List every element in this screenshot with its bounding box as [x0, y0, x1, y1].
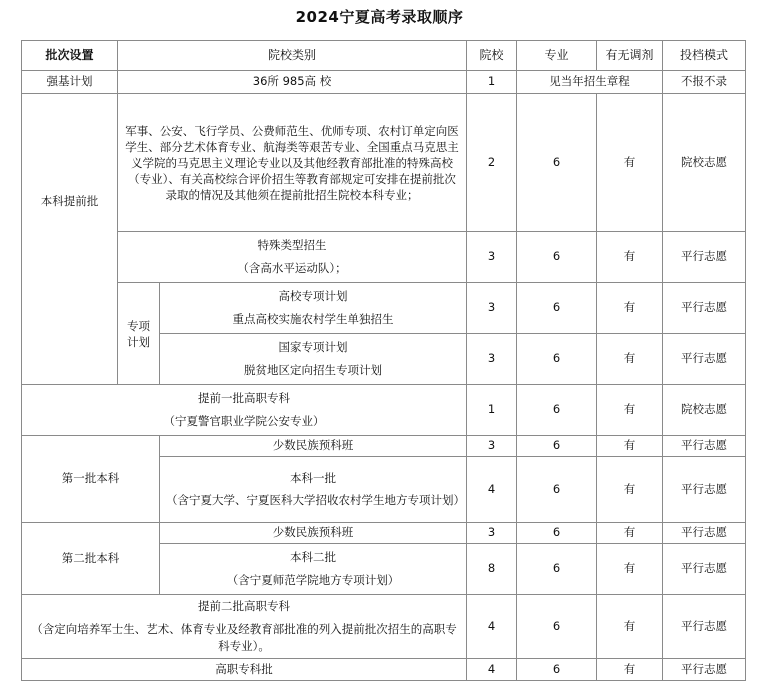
- schools-cell: 3: [467, 334, 517, 385]
- category-cell: [160, 457, 467, 523]
- schools-cell: 3: [467, 436, 517, 457]
- category-line2: 脱贫地区定向招生专项计划: [244, 363, 382, 377]
- category-cell: [118, 232, 467, 283]
- adjust-cell: 有: [597, 544, 663, 595]
- mode-cell: 平行志愿: [663, 232, 746, 283]
- majors-cell: 6: [517, 457, 597, 523]
- table-row: [22, 94, 746, 232]
- table-row: [22, 523, 746, 544]
- adjust-cell: 有: [597, 595, 663, 659]
- batch-cell: 本科提前批: [22, 94, 118, 385]
- category-line1: 提前一批高职专科: [198, 391, 290, 405]
- mode-cell: 院校志愿: [663, 94, 746, 232]
- adjust-cell: 有: [597, 457, 663, 523]
- adjust-cell: 有: [597, 385, 663, 436]
- table-row: [22, 385, 746, 436]
- majors-cell: 6: [517, 659, 597, 681]
- category-cell: [160, 283, 467, 334]
- schools-cell: 3: [467, 283, 517, 334]
- majors-cell: 6: [517, 595, 597, 659]
- header-adjust: 有无调剂: [597, 41, 663, 71]
- adjust-cell: 有: [597, 659, 663, 681]
- table-row: [22, 595, 746, 659]
- adjust-cell: 有: [597, 334, 663, 385]
- special-plan-label: 专项计划: [118, 283, 160, 385]
- table-header-row: [22, 41, 746, 71]
- majors-cell: 6: [517, 523, 597, 544]
- schools-cell: 3: [467, 232, 517, 283]
- admission-order-table: [21, 40, 746, 681]
- category-line2: （含宁夏师范学院地方专项计划）: [226, 573, 400, 587]
- mode-cell: 平行志愿: [663, 523, 746, 544]
- mode-cell: 平行志愿: [663, 544, 746, 595]
- category-cell: 36所 985高 校: [118, 71, 467, 94]
- category-cell: 少数民族预科班: [160, 523, 467, 544]
- adjust-cell: 有: [597, 436, 663, 457]
- category-line1: 国家专项计划: [278, 340, 348, 354]
- majors-adjust-cell: 见当年招生章程: [517, 71, 663, 94]
- category-cell: [22, 595, 467, 659]
- schools-cell: 4: [467, 659, 517, 681]
- schools-cell: 4: [467, 595, 517, 659]
- header-mode: 投档模式: [663, 41, 746, 71]
- adjust-cell: 有: [597, 94, 663, 232]
- header-batch: 批次设置: [22, 41, 118, 71]
- category-line1: 高校专项计划: [278, 289, 348, 303]
- schools-cell: 1: [467, 71, 517, 94]
- majors-cell: 6: [517, 232, 597, 283]
- majors-cell: 6: [517, 283, 597, 334]
- category-line1: 提前二批高职专科: [198, 599, 290, 613]
- category-line1: 特殊类型招生: [257, 238, 327, 252]
- mode-cell: 平行志愿: [663, 659, 746, 681]
- category-line2: （宁夏警官职业学院公安专业）: [163, 414, 325, 428]
- header-category: 院校类别: [118, 41, 467, 71]
- batch-cell: 第二批本科: [22, 523, 160, 595]
- mode-cell: 平行志愿: [663, 283, 746, 334]
- mode-cell: 平行志愿: [663, 457, 746, 523]
- mode-cell: 平行志愿: [663, 595, 746, 659]
- schools-cell: 2: [467, 94, 517, 232]
- category-line2: 重点高校实施农村学生单独招生: [232, 312, 394, 326]
- mode-cell: 不报不录: [663, 71, 746, 94]
- adjust-cell: 有: [597, 232, 663, 283]
- header-schools: 院校: [467, 41, 517, 71]
- majors-cell: 6: [517, 436, 597, 457]
- category-line1: 本科一批: [290, 471, 336, 485]
- category-cell: [160, 544, 467, 595]
- adjust-cell: 有: [597, 523, 663, 544]
- table-row: [22, 283, 746, 334]
- schools-cell: 1: [467, 385, 517, 436]
- majors-cell: 6: [517, 385, 597, 436]
- category-line2: （含定向培养军士生、艺术、体育专业及经教育部批准的列入提前批次招生的高职专科专业）。: [31, 622, 457, 653]
- category-cell: [22, 385, 467, 436]
- schools-cell: 3: [467, 523, 517, 544]
- category-cell: [160, 334, 467, 385]
- majors-cell: 6: [517, 334, 597, 385]
- category-cell: 军事、公安、飞行学员、公费师范生、优师专项、农村订单定向医学生、部分艺术体育专业、航海类等艰苦专业、全国重点马克思主义学院的马克思主义理论专业以及其他经教育部批准的特殊高校（专业）、有关高校综合评价招生等教育部规定可安排在提前批次录取的情况及其他须在提前批招生院校本科专业；: [118, 94, 467, 232]
- mode-cell: 院校志愿: [663, 385, 746, 436]
- batch-cell: 强基计划: [22, 71, 118, 94]
- batch-cell: 第一批本科: [22, 436, 160, 523]
- table-row: [22, 71, 746, 94]
- mode-cell: 平行志愿: [663, 436, 746, 457]
- table-row: [22, 436, 746, 457]
- category-line2: （含宁夏大学、宁夏医科大学招收农村学生地方专项计划）: [166, 493, 465, 507]
- header-majors: 专业: [517, 41, 597, 71]
- schools-cell: 4: [467, 457, 517, 523]
- page-title: 2024宁夏高考录取顺序: [295, 8, 464, 26]
- adjust-cell: 有: [597, 283, 663, 334]
- schools-cell: 8: [467, 544, 517, 595]
- table-row: [22, 659, 746, 681]
- table-row: [22, 232, 746, 283]
- category-cell: 少数民族预科班: [160, 436, 467, 457]
- category-line2: （含高水平运动队）；: [237, 261, 347, 275]
- mode-cell: 平行志愿: [663, 334, 746, 385]
- majors-cell: 6: [517, 94, 597, 232]
- category-cell: 高职专科批: [22, 659, 467, 681]
- majors-cell: 6: [517, 544, 597, 595]
- category-line1: 本科二批: [290, 550, 336, 564]
